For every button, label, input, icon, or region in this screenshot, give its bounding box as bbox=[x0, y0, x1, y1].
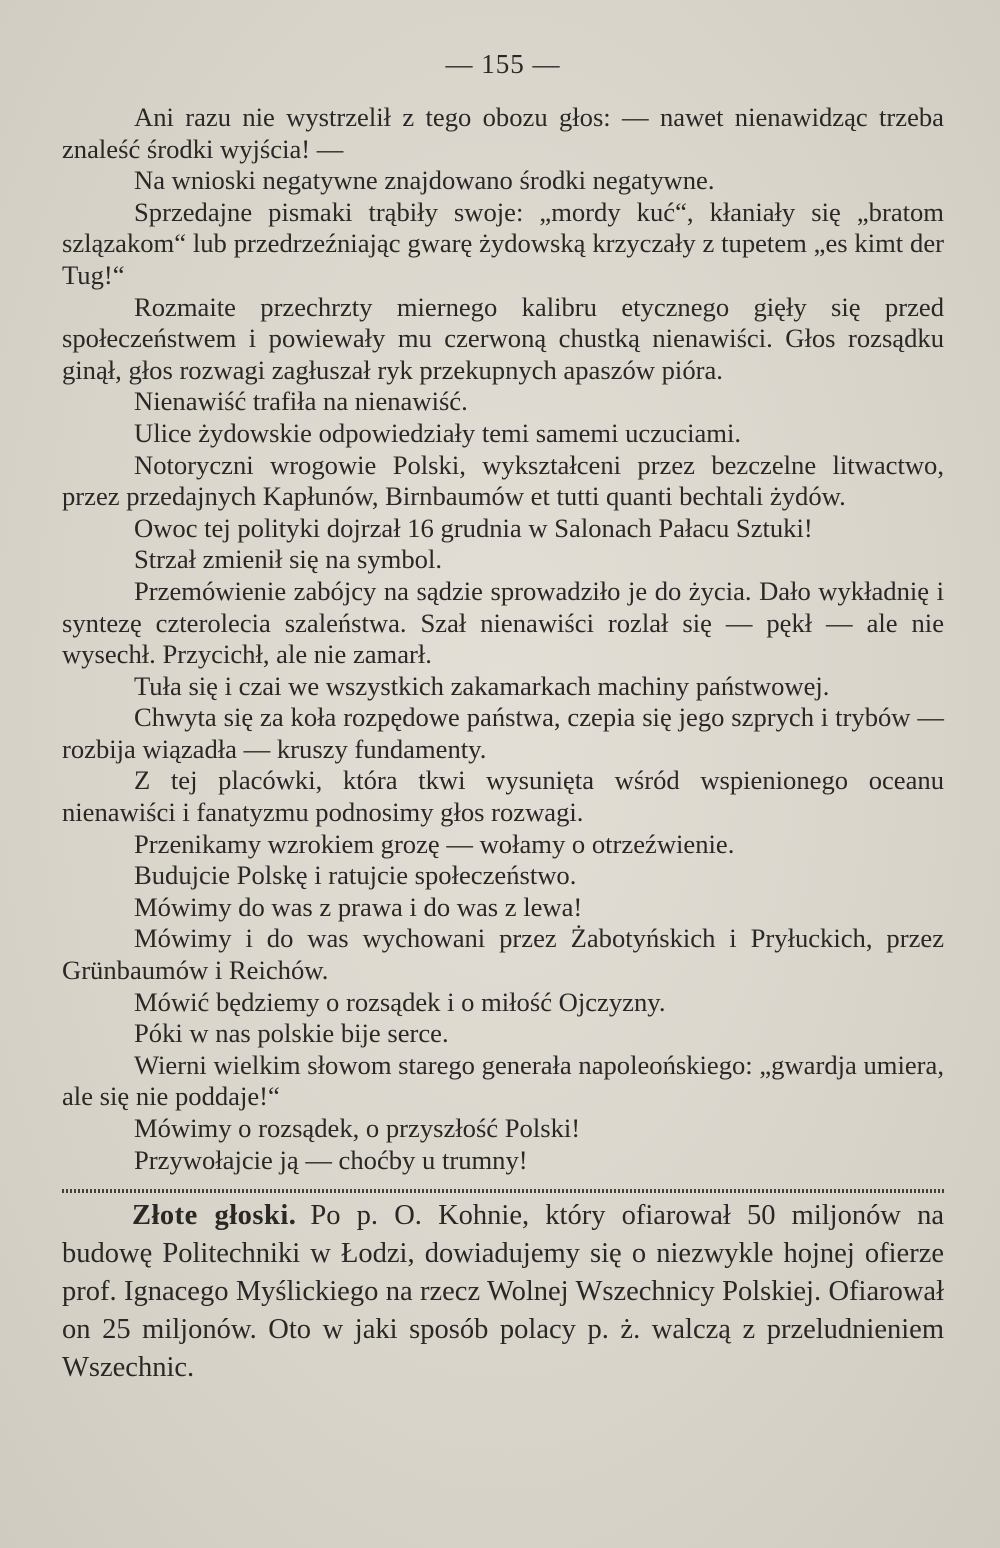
paragraph: Ulice żydowskie odpowiedziały temi samemi uczuciami. bbox=[134, 417, 742, 448]
paragraph: Mówimy i do was wychowani przez Żabotyńskich i Pryłuckich, przez Grünbaumów i Reichów. bbox=[62, 923, 944, 986]
paragraph: Tuła się i czai we wszystkich zakamarkach machiny państwowej. bbox=[134, 670, 830, 701]
paragraph: Mówić będziemy o rozsądek i o miłość Ojczyzny. bbox=[134, 986, 666, 1017]
paragraph: Strzał zmienił się na symbol. bbox=[134, 544, 442, 575]
paragraph: Przenikamy wzrokiem grozę — wołamy o otrzeźwienie. bbox=[134, 828, 735, 859]
note-text: Po p. O. Kohnie, który ofiarował 50 miljonów na budowę Politechniki w Łodzi, dowiadujemy się o niezwykle hojnej ofierze prof. Ignacego Myślickiego na rzecz Wolnej Wszechnicy Polskiej. Ofiarował on 25 miljonów. Oto w jaki sposób polacy p. ż. walczą z przeludnieniem Wszechnic. bbox=[62, 1200, 944, 1384]
paragraph: Przemówienie zabójcy na sądzie sprowadziło je do życia. Dało wykładnię i syntezę czterolecia szaleństwa. Szał nienawiści rozlał się — pękł — ale nie wysechł. Przycichł, ale nie zamarł. bbox=[62, 575, 944, 670]
paragraph: Owoc tej polityki dojrzał 16 grudnia w Salonach Pałacu Sztuki! bbox=[134, 512, 813, 543]
paragraph: Sprzedajne pismaki trąbiły swoje: „mordy kuć“, kłaniały się „bratom szlązakom“ lub przedrzeźniając gwarę żydowską krzyczały z tupetem „es kimt der Tug!“ bbox=[62, 196, 944, 290]
paragraph: Póki w nas polskie bije serce. bbox=[134, 1018, 449, 1049]
paragraph: Nienawiść trafiła na nienawiść. bbox=[134, 386, 468, 417]
article-body bbox=[62, 102, 944, 1176]
paragraph: Rozmaite przechrzty miernego kalibru etycznego gięły się przed społeczeństwem i powiewały mu czerwoną chustką nienawiści. Głos rozsądku ginął, głos rozwagi zagłuszał ryk przekupnych apaszów pióra. bbox=[62, 291, 944, 385]
paragraph: Ani razu nie wystrzelił z tego obozu głos: — nawet nienawidząc trzeba znaleść środki wyjścia! — bbox=[62, 102, 944, 164]
news-note bbox=[62, 1197, 944, 1387]
paragraph: Notoryczni wrogowie Polski, wykształceni przez bezczelne litwactwo, przez przedajnych Kapłunów, Birnbaumów et tutti quanti bechtali żydów. bbox=[62, 449, 944, 512]
dotted-divider bbox=[62, 1189, 944, 1193]
paragraph: Mówimy do was z prawa i do was z lewa! bbox=[134, 891, 583, 922]
paragraph: Chwyta się za koła rozpędowe państwa, czepia się jego szprych i trybów — rozbija wiązadła — kruszy fundamenty. bbox=[62, 702, 944, 764]
paragraph: Mówimy o rozsądek, o przyszłość Polski! bbox=[134, 1113, 581, 1143]
paragraph: Budujcie Polskę i ratujcie społeczeństwo. bbox=[134, 860, 577, 891]
paragraph: Na wnioski negatywne znajdowano środki negatywne. bbox=[134, 165, 715, 196]
paragraph: Przywołajcie ją — choćby u trumny! bbox=[134, 1144, 528, 1175]
note-title: Złote głoski. bbox=[132, 1200, 297, 1232]
paragraph: Wierni wielkim słowom starego generała napoleońskiego: „gwardja umiera, ale się nie poddaje!“ bbox=[62, 1049, 944, 1112]
page-number: — 155 — bbox=[445, 49, 561, 79]
paragraph: Z tej placówki, która tkwi wysunięta wśród wspienionego oceanu nienawiści i fanatyzmu podnosimy głos rozwagi. bbox=[62, 765, 944, 828]
